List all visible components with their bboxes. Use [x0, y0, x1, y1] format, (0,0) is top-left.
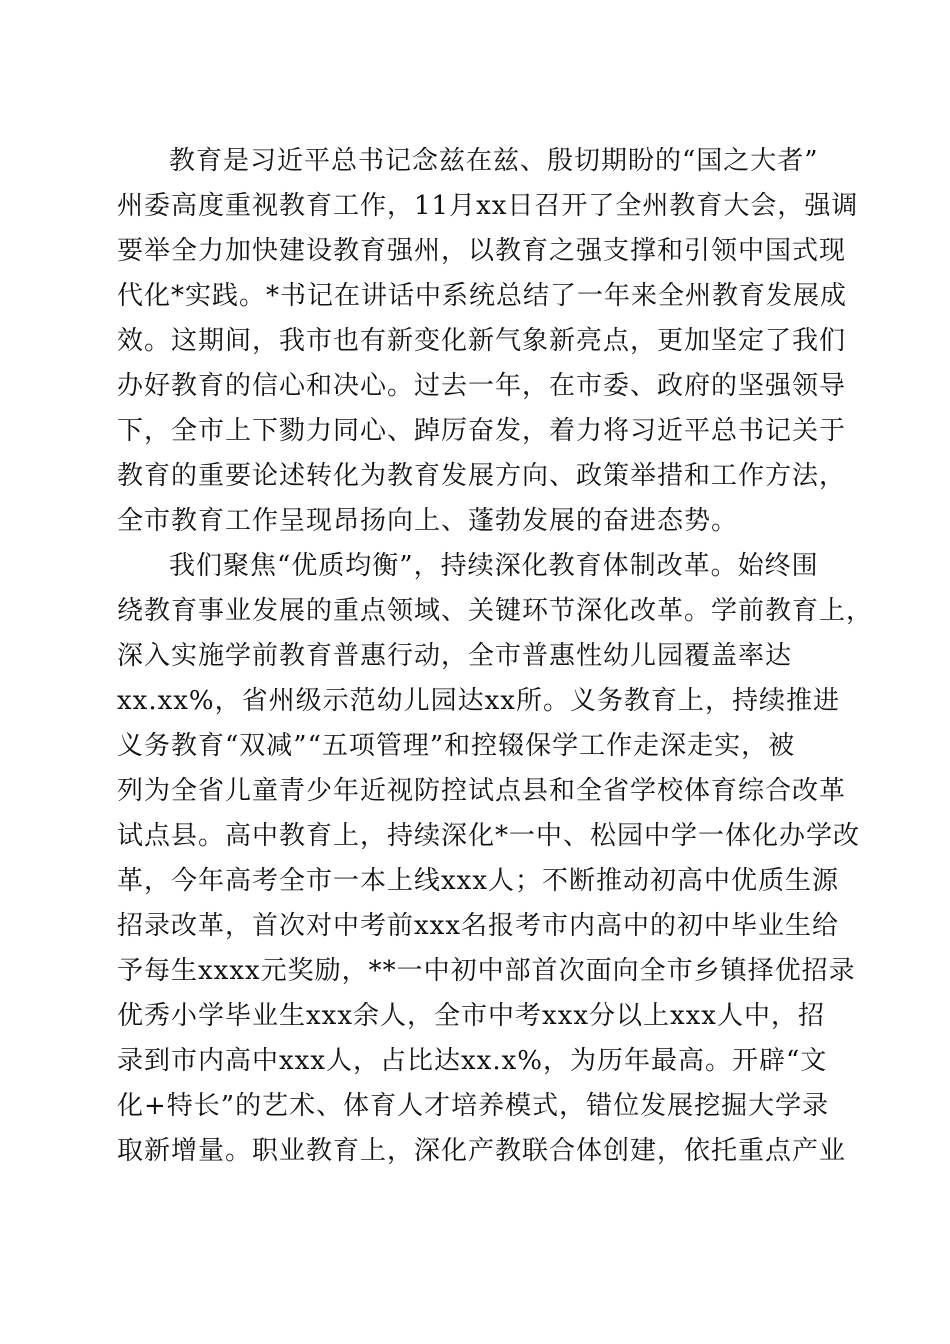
paragraph-2-line-3: 深入实施学前教育普惠行动，全市普惠性幼儿园覆盖率达	[117, 641, 793, 671]
paragraph-1-line-9: 全市教育工作呈现昂扬向上、蓬勃发展的奋进态势。	[117, 506, 739, 536]
paragraph-2-line-13: 化+特长”的艺术、体育人才培养模式，错位发展挖掘大学录	[117, 1091, 830, 1121]
paragraph-2-line-5: 义务教育“双减”“五项管理”和控辍保学工作走深走实，被	[117, 731, 796, 761]
paragraph-2-line-12: 录到市内高中xxx人，占比达xx.x%，为历年最高。开辟“文	[117, 1046, 828, 1076]
paragraph-2-line-6: 列为全省儿童青少年近视防控试点县和全省学校体育综合改革	[117, 776, 847, 806]
paragraph-1-line-2: 州委高度重视教育工作，11月xx日召开了全州教育大会，强调	[117, 191, 859, 221]
paragraph-2-line-8: 革，今年高考全市一本上线xxx人；不断推动初高中优质生源	[117, 866, 839, 896]
paragraph-1-line-5: 效。这期间，我市也有新变化新气象新亮点，更加坚定了我们	[117, 326, 847, 356]
paragraph-2-line-10: 予每生xxxx元奖励，**一中初中部首次面向全市乡镇择优招录	[117, 956, 856, 986]
paragraph-1-line-6: 办好教育的信心和决心。过去一年，在市委、政府的坚强领导	[117, 371, 847, 401]
paragraph-2-line-1: 我们聚焦“优质均衡”，持续深化教育体制改革。始终围	[169, 551, 819, 581]
paragraph-2-line-7: 试点县。高中教育上，持续深化*一中、松园中学一体化办学改	[117, 821, 861, 851]
paragraph-2-line-9: 招录改革，首次对中考前xxx名报考市内高中的初中毕业生给	[117, 911, 839, 941]
paragraph-1-line-4: 代化*实践。*书记在讲话中系统总结了一年来全州教育发展成	[117, 281, 848, 311]
paragraph-2-line-11: 优秀小学毕业生xxx余人，全市中考xxx分以上xxx人中，招	[117, 1001, 825, 1031]
paragraph-2-line-2: 绕教育事业发展的重点领域、关键环节深化改革。学前教育上，	[117, 596, 874, 626]
paragraph-1-line-1: 教育是习近平总书记念兹在兹、殷切期盼的“国之大者”	[169, 146, 819, 176]
paragraph-2-line-4: xx.xx%，省州级示范幼儿园达xx所。义务教育上，持续推进	[117, 686, 840, 716]
paragraph-1-line-3: 要举全力加快建设教育强州，以教育之强支撑和引领中国式现	[117, 236, 847, 266]
paragraph-1-line-8: 教育的重要论述转化为教育发展方向、政策举措和工作方法，	[117, 461, 847, 491]
paragraph-2-line-14: 取新增量。职业教育上，深化产教联合体创建，依托重点产业	[117, 1136, 847, 1166]
paragraph-1-line-7: 下，全市上下勠力同心、踔厉奋发，着力将习近平总书记关于	[117, 416, 847, 446]
